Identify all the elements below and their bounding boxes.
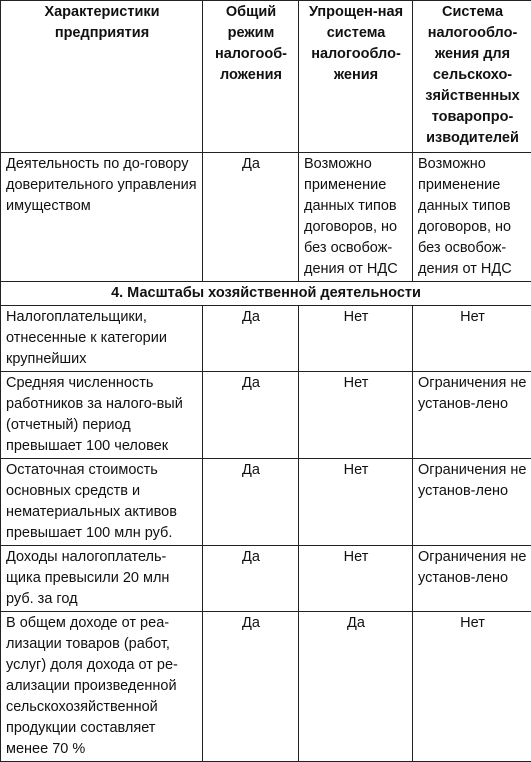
table-row — [1, 546, 531, 612]
row-simplified-value: Нет — [299, 546, 413, 612]
row-agricultural-value: Возможно применение данных типов договоров, но без освобож-дения от НДС — [413, 153, 531, 282]
row-simplified-value: Да — [299, 612, 413, 762]
header-agricultural-regime: Система налогообло-жения для сельскохо-зяйственных товаропро-изводителей — [413, 1, 531, 153]
row-simplified-value: Нет — [299, 459, 413, 546]
row-characteristic: Доходы налогоплатель-щика превысили 20 млн руб. за год — [1, 546, 203, 612]
header-row — [1, 1, 531, 153]
row-agricultural-value: Нет — [413, 612, 531, 762]
row-agricultural-value: Ограничения не установ-лено — [413, 372, 531, 459]
table-row — [1, 459, 531, 546]
section-heading: 4. Масштабы хозяйственной деятельности — [1, 282, 531, 306]
row-general-value: Да — [203, 612, 299, 762]
row-agricultural-value: Ограничения не установ-лено — [413, 546, 531, 612]
table-row — [1, 153, 531, 282]
row-characteristic: Налогоплательщики, отнесенные к категории крупнейших — [1, 306, 203, 372]
row-characteristic: Средняя численность работников за налого-вый (отчетный) период превышает 100 человек — [1, 372, 203, 459]
row-characteristic: В общем доходе от реа-лизации товаров (работ, услуг) доля дохода от ре-ализации произведенной сельскохозяйственной продукции составляет менее 70 % — [1, 612, 203, 762]
row-general-value: Да — [203, 153, 299, 282]
row-general-value: Да — [203, 459, 299, 546]
section-heading-row — [1, 282, 531, 306]
row-characteristic: Остаточная стоимость основных средств и нематериальных активов превышает 100 млн руб. — [1, 459, 203, 546]
row-agricultural-value: Ограничения не установ-лено — [413, 459, 531, 546]
row-simplified-value: Нет — [299, 372, 413, 459]
header-general-regime: Общий режим налогооб-ложения — [203, 1, 299, 153]
row-simplified-value: Возможно применение данных типов договоров, но без освобож-дения от НДС — [299, 153, 413, 282]
header-characteristics: Характеристики предприятия — [1, 1, 203, 153]
row-agricultural-value: Нет — [413, 306, 531, 372]
table-row — [1, 612, 531, 762]
table-row — [1, 372, 531, 459]
row-general-value: Да — [203, 372, 299, 459]
row-simplified-value: Нет — [299, 306, 413, 372]
row-general-value: Да — [203, 546, 299, 612]
row-general-value: Да — [203, 306, 299, 372]
table-row — [1, 306, 531, 372]
header-simplified-regime: Упрощен-ная система налогообло-жения — [299, 1, 413, 153]
row-characteristic: Деятельность по до-говору доверительного управления имуществом — [1, 153, 203, 282]
